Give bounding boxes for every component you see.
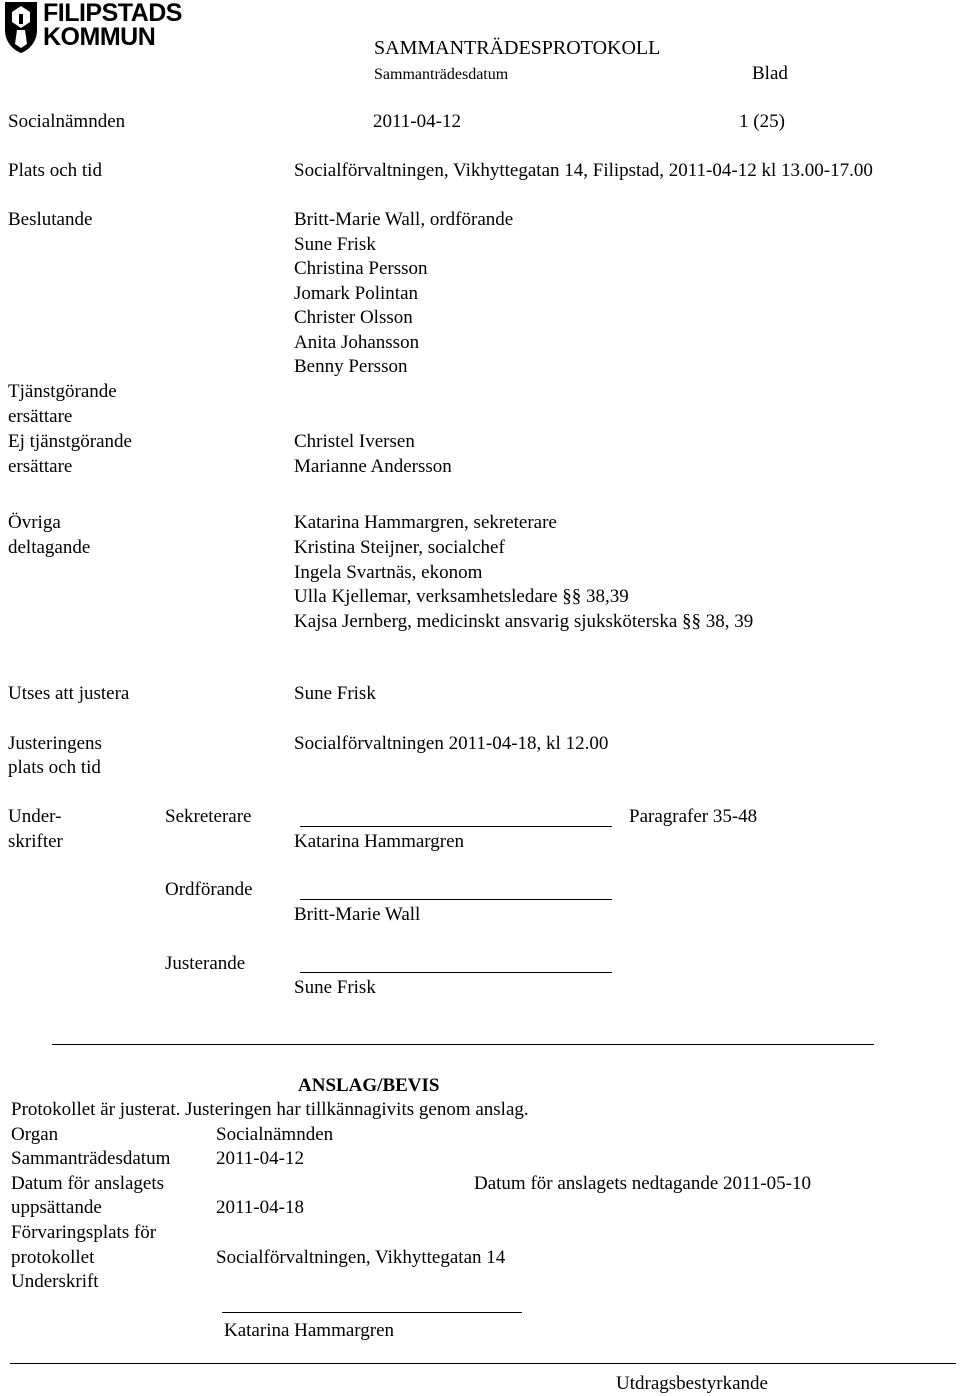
anslag-title: ANSLAG/BEVIS: [298, 1075, 440, 1096]
underskrift-label: Underskrift: [11, 1271, 99, 1292]
list-item: Katarina Hammargren, sekreterare: [294, 512, 557, 533]
list-item: Ingela Svartnäs, ekonom: [294, 562, 483, 583]
list-item: Kristina Steijner, socialchef: [294, 537, 505, 558]
role-sekreterare: Sekreterare: [165, 806, 252, 827]
ej-tjanstgorande-label-1: Ej tjänstgörande: [8, 431, 132, 452]
sammantradesdatum-value: 2011-04-12: [216, 1148, 304, 1169]
page-number: 1 (25): [739, 111, 785, 132]
utses-value: Sune Frisk: [294, 683, 376, 704]
list-item: Benny Persson: [294, 356, 408, 377]
place-time-label: Plats och tid: [8, 160, 102, 181]
forvaring-value: Socialförvaltningen, Vikhyttegatan 14: [216, 1247, 506, 1268]
list-item: Marianne Andersson: [294, 456, 452, 477]
ovriga-label-2: deltagande: [8, 537, 91, 558]
name-ordforande: Britt-Marie Wall: [294, 904, 421, 925]
meeting-date: 2011-04-12: [373, 111, 461, 132]
list-item: Sune Frisk: [294, 234, 376, 255]
list-item: Britt-Marie Wall, ordförande: [294, 209, 514, 230]
logo-line-2: KOMMUN: [43, 23, 156, 51]
list-item: Christel Iversen: [294, 431, 415, 452]
beslutande-label: Beslutande: [8, 209, 93, 230]
document-type-title: SAMMANTRÄDESPROTOKOLL: [374, 37, 661, 59]
anslag-statement: Protokollet är justerat. Justeringen har tillkännagivits genom anslag.: [11, 1099, 529, 1120]
place-time-value: Socialförvaltningen, Vikhyttegatan 14, Filipstad, 2011-04-12 kl 13.00-17.00: [294, 160, 873, 181]
justering-plats-label-1: Justeringens: [8, 733, 102, 754]
list-item: Anita Johansson: [294, 332, 420, 353]
justering-plats-value: Socialförvaltningen 2011-04-18, kl 12.00: [294, 733, 609, 754]
name-justerande: Sune Frisk: [294, 977, 376, 998]
organ-label: Organ: [11, 1124, 59, 1145]
signature-line-justerande: [300, 972, 612, 973]
header-page-label: Blad: [752, 63, 788, 84]
role-justerande: Justerande: [165, 953, 246, 974]
utdragsbestyrkande-label: Utdragsbestyrkande: [616, 1373, 768, 1394]
justering-plats-label-2: plats och tid: [8, 757, 101, 778]
logo-line-1: FILIPSTADS: [43, 0, 182, 27]
footer-divider: [10, 1363, 956, 1364]
coat-of-arms-icon: [3, 0, 39, 54]
list-item: Ulla Kjellemar, verksamhetsledare §§ 38,39: [294, 586, 629, 607]
list-item: Jomark Polintan: [294, 283, 419, 304]
tjanstgorande-label-2: ersättare: [8, 406, 73, 427]
name-sekreterare: Katarina Hammargren: [294, 831, 465, 852]
signature-line-ordforande: [300, 899, 612, 900]
underskrifter-label-1: Under-: [8, 806, 62, 827]
sammantradesdatum-label: Sammanträdesdatum: [11, 1148, 171, 1169]
underskrift-signature-line: [222, 1312, 522, 1313]
list-item: Christer Olsson: [294, 307, 413, 328]
header-date-label: Sammanträdesdatum: [374, 66, 509, 83]
uppsattande-label-1: Datum för anslagets: [11, 1173, 165, 1194]
ovriga-label-1: Övriga: [8, 512, 61, 533]
signature-line-sekreterare: [300, 826, 612, 827]
tjanstgorande-label-1: Tjänstgörande: [8, 381, 117, 402]
list-item: Kajsa Jernberg, medicinskt ansvarig sjuksköterska §§ 38, 39: [294, 611, 754, 632]
section-divider: [52, 1044, 874, 1045]
uppsattande-label-2: uppsättande: [11, 1197, 102, 1218]
nedtagande-value: Datum för anslagets nedtagande 2011-05-10: [474, 1173, 811, 1194]
municipality-logo: [3, 0, 189, 56]
organ-value: Socialnämnden: [216, 1124, 334, 1145]
underskrifter-label-2: skrifter: [8, 831, 63, 852]
ej-tjanstgorande-label-2: ersättare: [8, 456, 73, 477]
uppsattande-value: 2011-04-18: [216, 1197, 304, 1218]
forvaring-label-2: protokollet: [11, 1247, 95, 1268]
underskrift-name: Katarina Hammargren: [224, 1320, 395, 1341]
role-ordforande: Ordförande: [165, 879, 253, 900]
utses-label: Utses att justera: [8, 683, 130, 704]
forvaring-label-1: Förvaringsplats för: [11, 1222, 157, 1243]
list-item: Christina Persson: [294, 258, 428, 279]
committee-name: Socialnämnden: [8, 111, 126, 132]
paragrafer-label: Paragrafer 35-48: [629, 806, 758, 827]
